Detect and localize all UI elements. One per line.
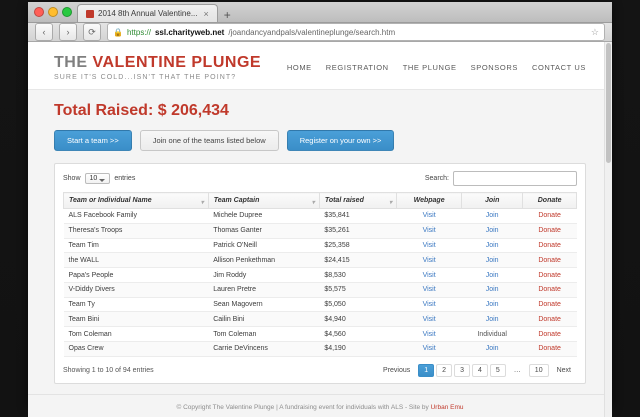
cell-donate-link[interactable]: Donate: [523, 282, 577, 297]
cell-donate-link[interactable]: Donate: [523, 209, 577, 224]
sort-arrow-icon: ▾: [200, 200, 204, 206]
table-row: [64, 268, 577, 283]
cell-total-raised: $35,841: [319, 209, 396, 224]
cell-team-captain: Cailin Bini: [208, 312, 319, 327]
close-window-button[interactable]: [34, 7, 44, 17]
page-footer: [28, 394, 612, 417]
entries-label: entries: [114, 175, 136, 182]
cell-join-link[interactable]: Join: [462, 268, 523, 283]
cell-total-raised: $35,261: [319, 223, 396, 238]
cell-donate-link[interactable]: Donate: [523, 223, 577, 238]
search-label: Search:: [424, 175, 449, 182]
minimize-window-button[interactable]: [48, 7, 58, 17]
pagination-ellipsis: …: [513, 366, 521, 374]
search-input[interactable]: [453, 171, 577, 186]
teams-table-body: [64, 209, 577, 357]
cell-donate-link[interactable]: Donate: [523, 297, 577, 312]
start-a-team-button[interactable]: Start a team >>: [54, 130, 132, 151]
url-scheme: https://: [126, 27, 151, 37]
table-row: [64, 327, 577, 342]
pagination-page-1[interactable]: 1: [418, 364, 434, 377]
close-tab-icon[interactable]: ×: [203, 8, 209, 19]
cell-team-captain: Sean Magovern: [208, 297, 319, 312]
table-row: [64, 297, 577, 312]
cell-team-captain: Carrie DeVincens: [208, 342, 319, 357]
cell-total-raised: $8,530: [319, 268, 396, 283]
table-row: [64, 342, 577, 357]
browser-tab-title: 2014 8th Annual Valentine...: [98, 9, 198, 18]
cell-total-raised: $5,050: [319, 297, 396, 312]
cell-team-captain: Thomas Ganter: [208, 223, 319, 238]
join-a-team-button[interactable]: Join one of the teams listed below: [140, 130, 279, 151]
browser-tab-strip: [28, 2, 612, 23]
cell-donate-link[interactable]: Donate: [523, 253, 577, 268]
browser-toolbar: [28, 23, 612, 42]
cell-webpage-link[interactable]: Visit: [397, 297, 462, 312]
bookmark-star-icon[interactable]: ☆: [590, 26, 599, 37]
cell-team-name: Theresa's Troops: [64, 223, 209, 238]
cell-join-link[interactable]: Join: [462, 253, 523, 268]
pagination-previous[interactable]: Previous: [383, 366, 411, 374]
nav-item-home[interactable]: HOME: [286, 63, 312, 72]
site-logo[interactable]: [54, 54, 261, 81]
column-header-total-raised[interactable]: Total raised ▾: [319, 193, 396, 209]
cell-total-raised: $25,358: [319, 238, 396, 253]
cell-team-captain: Michele Dupree: [208, 209, 319, 224]
url-host: ssl.charityweb.net: [154, 27, 225, 37]
url-path: /joandancyandpals/valentineplunge/search.htm: [228, 27, 396, 37]
page-scrollbar[interactable]: [604, 42, 612, 417]
maximize-window-button[interactable]: [62, 7, 72, 17]
page-content: [28, 102, 612, 384]
cell-team-captain: Jim Roddy: [208, 268, 319, 283]
nav-item-contact-us[interactable]: CONTACT US: [531, 63, 586, 72]
cell-team-name: Team Tim: [64, 238, 209, 253]
register-on-your-own-button[interactable]: Register on your own >>: [287, 130, 395, 151]
teams-table-panel: [54, 163, 586, 384]
page-length-control: [63, 173, 135, 184]
pagination-page-2[interactable]: 2: [436, 364, 452, 377]
cell-webpage-link[interactable]: Visit: [397, 268, 462, 283]
table-footer: [63, 357, 577, 377]
page-length-select[interactable]: 10: [85, 173, 111, 184]
cell-team-captain: Tom Coleman: [208, 327, 319, 342]
pagination-page-4[interactable]: 4: [472, 364, 488, 377]
window-controls: [32, 2, 77, 22]
cell-join-link[interactable]: Join: [462, 209, 523, 224]
logo-the-text: THE: [54, 54, 88, 71]
cell-total-raised: $5,575: [319, 282, 396, 297]
cell-team-name: Team Ty: [64, 297, 209, 312]
cell-donate-link[interactable]: Donate: [523, 327, 577, 342]
cell-donate-link[interactable]: Donate: [523, 342, 577, 357]
cell-team-captain: Lauren Pretre: [208, 282, 319, 297]
cell-team-name: ALS Facebook Family: [64, 209, 209, 224]
show-label: Show: [63, 175, 81, 182]
sort-arrow-icon: ▾: [389, 200, 393, 206]
table-header-row: [64, 193, 577, 209]
table-row: [64, 312, 577, 327]
cell-team-name: Tom Coleman: [64, 327, 209, 342]
cell-join-link[interactable]: Join: [462, 297, 523, 312]
cell-team-captain: Patrick O'Neill: [208, 238, 319, 253]
cell-total-raised: $4,190: [319, 342, 396, 357]
teams-table-head: [64, 193, 577, 209]
column-header-webpage[interactable]: Webpage: [397, 193, 462, 209]
pagination-page-10[interactable]: 10: [529, 364, 549, 377]
browser-tab[interactable]: [77, 4, 218, 22]
reload-button[interactable]: ⟳: [83, 23, 101, 41]
cell-webpage-link[interactable]: Visit: [397, 253, 462, 268]
cell-join-link[interactable]: Join: [462, 238, 523, 253]
table-controls: [63, 171, 577, 186]
cell-team-name: V-Diddy Divers: [64, 282, 209, 297]
site-nav: [287, 63, 586, 72]
cell-join-link[interactable]: Join: [462, 312, 523, 327]
cell-total-raised: $4,940: [319, 312, 396, 327]
table-entries-info: Showing 1 to 10 of 94 entries: [63, 366, 154, 374]
browser-window: [28, 2, 612, 411]
new-tab-button[interactable]: +: [223, 8, 231, 22]
total-raised-heading: Total Raised: $ 206,434: [54, 102, 229, 119]
cell-team-name: the WALL: [64, 253, 209, 268]
column-header-donate[interactable]: Donate: [523, 193, 577, 209]
pagination: [377, 364, 577, 377]
cell-webpage-link[interactable]: Visit: [397, 209, 462, 224]
pagination-page-3[interactable]: 3: [454, 364, 470, 377]
column-header-captain[interactable]: Team Captain ▾: [208, 193, 319, 209]
cell-join-status: Individual: [462, 327, 523, 342]
table-row: [64, 209, 577, 224]
cell-join-link[interactable]: Join: [462, 223, 523, 238]
cell-donate-link[interactable]: Donate: [523, 268, 577, 283]
pagination-next[interactable]: Next: [556, 366, 571, 374]
site-tagline: SURE IT'S COLD...ISN'T THAT THE POINT?: [54, 74, 237, 81]
sort-arrow-icon: ▾: [311, 200, 315, 206]
cell-donate-link[interactable]: Donate: [523, 312, 577, 327]
nav-item-the-plunge[interactable]: THE PLUNGE: [402, 63, 457, 72]
action-button-row: [54, 130, 586, 151]
forward-button[interactable]: ›: [59, 23, 77, 41]
lock-icon: 🔒: [113, 27, 123, 37]
column-header-name[interactable]: Team or Individual Name ▾: [64, 193, 209, 209]
cell-webpage-link[interactable]: Visit: [397, 282, 462, 297]
nav-item-sponsors[interactable]: SPONSORS: [470, 63, 518, 72]
cell-team-name: Papa's People: [64, 268, 209, 283]
cell-total-raised: $4,560: [319, 327, 396, 342]
pagination-page-5[interactable]: 5: [490, 364, 506, 377]
cell-total-raised: $24,415: [319, 253, 396, 268]
teams-table: [63, 192, 577, 357]
page-viewport: [28, 42, 612, 417]
table-row: [64, 253, 577, 268]
cell-team-captain: Allison Penkethman: [208, 253, 319, 268]
cell-webpage-link[interactable]: Visit: [397, 238, 462, 253]
table-row: [64, 238, 577, 253]
nav-item-registration[interactable]: REGISTRATION: [325, 63, 389, 72]
footer-copyright-text: © Copyright The Valentine Plunge | A fundraising event for individuals with ALS - Site by: [176, 403, 431, 411]
cell-webpage-link[interactable]: Visit: [397, 223, 462, 238]
column-header-join[interactable]: Join: [462, 193, 523, 209]
footer-credit-link[interactable]: Urban Emu: [430, 403, 464, 411]
favicon-icon: [86, 10, 94, 18]
cell-team-name: Opas Crew: [64, 342, 209, 357]
logo-name-text: VALENTINE PLUNGE: [92, 54, 262, 71]
cell-donate-link[interactable]: Donate: [523, 238, 577, 253]
scrollbar-thumb[interactable]: [606, 43, 611, 163]
cell-webpage-link[interactable]: Visit: [397, 342, 462, 357]
cell-team-name: Team Bini: [64, 312, 209, 327]
cell-webpage-link[interactable]: Visit: [397, 312, 462, 327]
cell-webpage-link[interactable]: Visit: [397, 327, 462, 342]
table-search-control: [425, 171, 577, 186]
table-row: [64, 223, 577, 238]
address-bar[interactable]: [107, 23, 605, 41]
cell-join-link[interactable]: Join: [462, 282, 523, 297]
site-header: [28, 42, 612, 90]
cell-join-link[interactable]: Join: [462, 342, 523, 357]
back-button[interactable]: ‹: [35, 23, 53, 41]
table-row: [64, 282, 577, 297]
